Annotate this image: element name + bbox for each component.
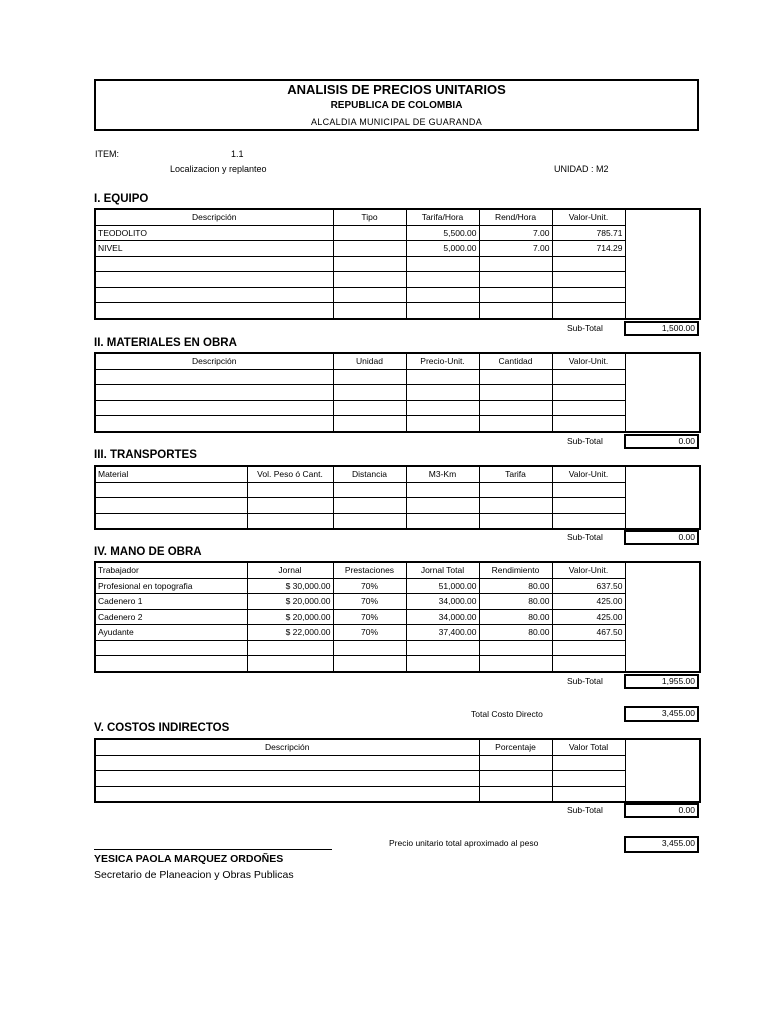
transportes-subtotal-value: 0.00 — [624, 530, 699, 545]
table-header-row — [95, 466, 700, 482]
table-cell — [247, 513, 333, 529]
column-header: Tipo — [333, 209, 406, 225]
table-cell — [95, 416, 333, 432]
table-cell — [406, 385, 479, 401]
table-cell: Cadenero 1 — [95, 594, 247, 610]
table-cell — [552, 513, 625, 529]
table-cell — [95, 303, 333, 319]
table-cell: 70% — [333, 609, 406, 625]
item-label: ITEM: — [95, 149, 119, 159]
document-subtitle: REPUBLICA DE COLOMBIA — [330, 100, 463, 111]
table-row — [95, 656, 700, 672]
table-cell — [479, 385, 552, 401]
table-row — [95, 385, 700, 401]
materiales-subtotal-value: 0.00 — [624, 434, 699, 449]
table-row — [95, 482, 700, 498]
document-header — [94, 79, 699, 131]
table-cell — [95, 272, 333, 288]
table-cell: 7.00 — [479, 225, 552, 241]
side-column — [625, 209, 700, 319]
table-cell — [479, 416, 552, 432]
column-header: Valor Total — [552, 739, 625, 755]
transportes-table — [94, 465, 701, 530]
table-cell — [95, 755, 479, 771]
column-header: Jornal Total — [406, 562, 479, 578]
table-row — [95, 498, 700, 514]
column-header: Rendimiento — [479, 562, 552, 578]
table-row — [95, 256, 700, 272]
table-cell — [333, 640, 406, 656]
table-cell — [95, 482, 247, 498]
table-cell — [479, 256, 552, 272]
table-row — [95, 786, 700, 802]
section-title-materiales: II. MATERIALES EN OBRA — [94, 337, 237, 349]
column-header: Precio-Unit. — [406, 353, 479, 369]
equipo-table — [94, 208, 701, 320]
table-cell: 7.00 — [479, 241, 552, 257]
table-cell — [333, 416, 406, 432]
table-cell — [406, 287, 479, 303]
table-cell — [406, 640, 479, 656]
document-entity: ALCALDIA MUNICIPAL DE GUARANDA — [310, 117, 483, 127]
table-row — [95, 640, 700, 656]
table-cell — [552, 369, 625, 385]
materiales-subtotal-label: Sub-Total — [567, 436, 603, 446]
column-header: Valor-Unit. — [552, 353, 625, 369]
column-header: Descripción — [95, 353, 333, 369]
table-header-row — [95, 353, 700, 369]
table-cell: 37,400.00 — [406, 625, 479, 641]
table-cell: 785.71 — [552, 225, 625, 241]
table-cell — [552, 385, 625, 401]
table-header-row — [95, 209, 700, 225]
table-cell — [406, 369, 479, 385]
column-header: Porcentaje — [479, 739, 552, 755]
column-header: Unidad — [333, 353, 406, 369]
materiales-table — [94, 352, 701, 433]
mano-obra-table — [94, 561, 701, 673]
table-cell — [333, 385, 406, 401]
table-row — [95, 369, 700, 385]
table-cell — [406, 400, 479, 416]
table-cell — [333, 369, 406, 385]
table-cell — [95, 513, 247, 529]
column-header: Jornal — [247, 562, 333, 578]
total-directo-value: 3,455.00 — [624, 706, 699, 722]
precio-total-value: 3,455.00 — [624, 836, 699, 853]
table-cell — [479, 755, 552, 771]
table-cell — [406, 498, 479, 514]
table-cell: $ 20,000.00 — [247, 609, 333, 625]
signer-name: YESICA PAOLA MARQUEZ ORDOÑES — [94, 853, 284, 865]
table-row — [95, 513, 700, 529]
table-cell: NIVEL — [95, 241, 333, 257]
column-header: Trabajador — [95, 562, 247, 578]
table-cell: 80.00 — [479, 594, 552, 610]
indirectos-subtotal-label: Sub-Total — [567, 805, 603, 815]
table-row — [95, 287, 700, 303]
section-title-mano-obra: IV. MANO DE OBRA — [94, 546, 202, 558]
column-header: Tarifa — [479, 466, 552, 482]
table-cell — [552, 256, 625, 272]
column-header: Valor-Unit. — [552, 466, 625, 482]
table-cell — [333, 498, 406, 514]
table-cell — [95, 771, 479, 787]
column-header: Tarifa/Hora — [406, 209, 479, 225]
column-header: Descripción — [95, 209, 333, 225]
table-cell — [333, 272, 406, 288]
table-cell — [552, 482, 625, 498]
table-cell — [479, 786, 552, 802]
table-cell: 5,000.00 — [406, 241, 479, 257]
table-cell — [247, 482, 333, 498]
table-cell: 714.29 — [552, 241, 625, 257]
table-cell: 70% — [333, 625, 406, 641]
table-cell — [333, 656, 406, 672]
table-cell — [479, 656, 552, 672]
signature-line — [94, 849, 332, 850]
mano-obra-subtotal-value: 1,955.00 — [624, 674, 699, 689]
table-cell — [95, 640, 247, 656]
table-cell — [333, 400, 406, 416]
table-row — [95, 416, 700, 432]
table-cell — [406, 482, 479, 498]
equipo-subtotal-label: Sub-Total — [567, 323, 603, 333]
mano-obra-subtotal-label: Sub-Total — [567, 676, 603, 686]
column-header: Vol. Peso ó Cant. — [247, 466, 333, 482]
table-cell — [95, 385, 333, 401]
table-cell — [552, 272, 625, 288]
table-cell — [479, 369, 552, 385]
section-title-equipo: I. EQUIPO — [94, 193, 149, 205]
table-cell — [333, 303, 406, 319]
side-column — [625, 353, 700, 432]
precio-total-label: Precio unitario total aproximado al peso — [389, 838, 539, 848]
side-column — [625, 466, 700, 529]
signer-role: Secretario de Planeacion y Obras Publicas — [94, 869, 294, 881]
table-row — [95, 771, 700, 787]
table-cell: 80.00 — [479, 578, 552, 594]
transportes-subtotal-label: Sub-Total — [567, 532, 603, 542]
table-cell: TEODOLITO — [95, 225, 333, 241]
table-cell: Ayudante — [95, 625, 247, 641]
table-row — [95, 272, 700, 288]
table-row — [95, 400, 700, 416]
table-cell — [247, 656, 333, 672]
column-header: Valor-Unit. — [552, 562, 625, 578]
table-cell — [552, 755, 625, 771]
table-cell — [552, 416, 625, 432]
table-cell — [479, 771, 552, 787]
table-cell — [95, 400, 333, 416]
document-title: ANALISIS DE PRECIOS UNITARIOS — [287, 82, 506, 97]
table-cell — [333, 225, 406, 241]
table-cell — [552, 640, 625, 656]
table-row — [95, 578, 700, 594]
item-unit: UNIDAD : M2 — [554, 164, 609, 174]
table-cell — [479, 640, 552, 656]
column-header: Descripción — [95, 739, 479, 755]
table-row — [95, 594, 700, 610]
table-cell: Profesional en topografia — [95, 578, 247, 594]
table-cell: 70% — [333, 578, 406, 594]
indirectos-subtotal-value: 0.00 — [624, 803, 699, 818]
table-cell — [552, 771, 625, 787]
table-cell — [95, 369, 333, 385]
table-cell — [333, 482, 406, 498]
side-column — [625, 739, 700, 802]
column-header: Valor-Unit. — [552, 209, 625, 225]
column-header: Distancia — [333, 466, 406, 482]
table-cell — [406, 303, 479, 319]
table-cell — [479, 287, 552, 303]
item-number: 1.1 — [231, 149, 244, 159]
table-cell: 80.00 — [479, 625, 552, 641]
table-cell: 425.00 — [552, 594, 625, 610]
table-cell — [552, 400, 625, 416]
column-header: Prestaciones — [333, 562, 406, 578]
table-cell — [333, 256, 406, 272]
table-cell: 80.00 — [479, 609, 552, 625]
table-cell — [406, 272, 479, 288]
table-cell — [479, 513, 552, 529]
table-cell: 425.00 — [552, 609, 625, 625]
item-description: Localizacion y replanteo — [170, 164, 267, 174]
table-cell — [333, 287, 406, 303]
table-cell — [552, 656, 625, 672]
table-cell: 467.50 — [552, 625, 625, 641]
table-cell — [95, 786, 479, 802]
table-cell — [479, 303, 552, 319]
table-cell — [406, 513, 479, 529]
indirectos-table — [94, 738, 701, 803]
table-cell — [406, 416, 479, 432]
section-title-indirectos: V. COSTOS INDIRECTOS — [94, 722, 230, 734]
table-cell — [552, 498, 625, 514]
table-row — [95, 225, 700, 241]
section-title-transportes: III. TRANSPORTES — [94, 449, 197, 461]
table-cell — [406, 656, 479, 672]
table-cell — [95, 656, 247, 672]
table-cell: 34,000.00 — [406, 609, 479, 625]
table-cell — [552, 786, 625, 802]
table-cell — [406, 256, 479, 272]
table-row — [95, 755, 700, 771]
table-header-row — [95, 562, 700, 578]
table-cell: 637.50 — [552, 578, 625, 594]
table-cell — [479, 400, 552, 416]
column-header: Cantidad — [479, 353, 552, 369]
table-cell — [552, 303, 625, 319]
table-cell: 34,000.00 — [406, 594, 479, 610]
table-cell — [552, 287, 625, 303]
table-row — [95, 609, 700, 625]
table-cell: 5,500.00 — [406, 225, 479, 241]
table-cell — [95, 498, 247, 514]
table-row — [95, 625, 700, 641]
table-row — [95, 241, 700, 257]
equipo-subtotal-value: 1,500.00 — [624, 321, 699, 336]
table-header-row — [95, 739, 700, 755]
table-cell: $ 30,000.00 — [247, 578, 333, 594]
table-cell — [247, 640, 333, 656]
column-header: Material — [95, 466, 247, 482]
table-cell — [247, 498, 333, 514]
table-cell — [479, 498, 552, 514]
table-cell — [95, 287, 333, 303]
table-cell — [95, 256, 333, 272]
table-cell: $ 22,000.00 — [247, 625, 333, 641]
table-cell: Cadenero 2 — [95, 609, 247, 625]
table-row — [95, 303, 700, 319]
table-cell — [333, 513, 406, 529]
column-header: Rend/Hora — [479, 209, 552, 225]
table-cell: 51,000.00 — [406, 578, 479, 594]
table-cell: $ 20,000.00 — [247, 594, 333, 610]
table-cell: 70% — [333, 594, 406, 610]
total-directo-label: Total Costo Directo — [471, 709, 543, 719]
column-header: M3-Km — [406, 466, 479, 482]
table-cell — [333, 241, 406, 257]
side-column — [625, 562, 700, 672]
table-cell — [479, 482, 552, 498]
table-cell — [479, 272, 552, 288]
